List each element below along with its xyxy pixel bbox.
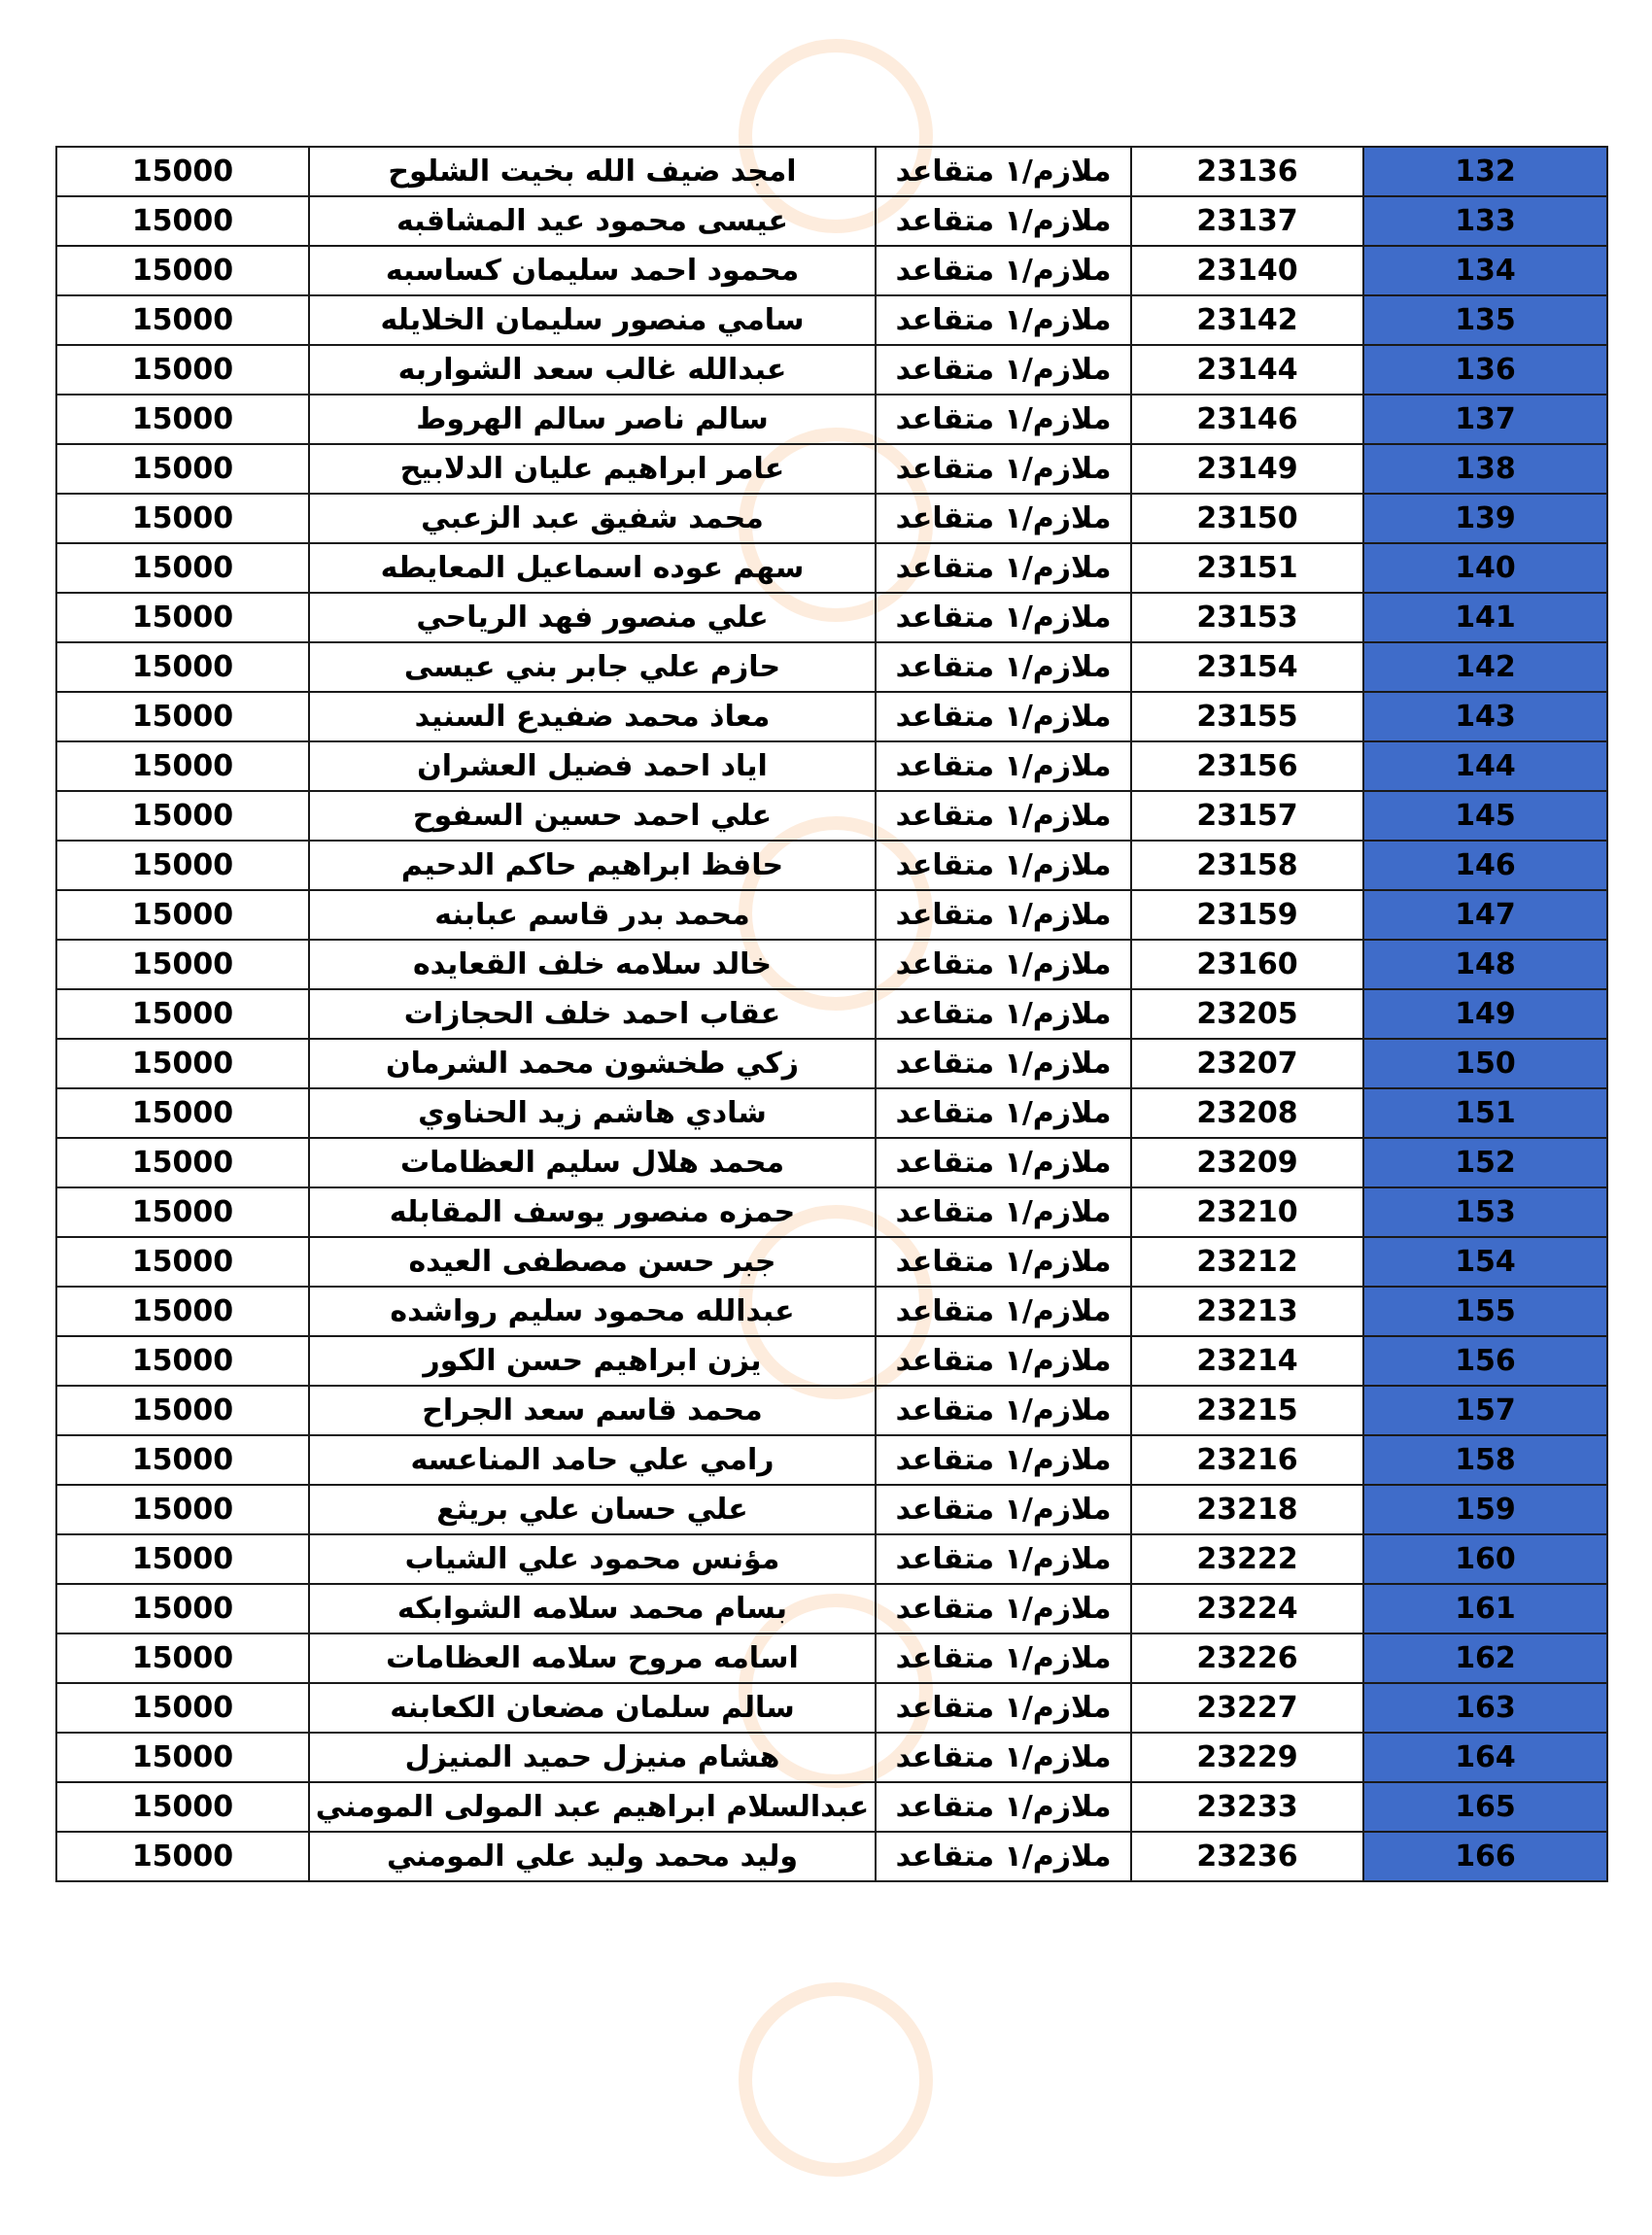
rank-cell: ملازم/١ متقاعد bbox=[876, 1832, 1131, 1881]
amount-cell: 15000 bbox=[56, 1633, 309, 1683]
military-number-cell: 23136 bbox=[1131, 147, 1363, 196]
name-cell: سهم عوده اسماعيل المعايطه bbox=[309, 543, 876, 593]
amount-cell: 15000 bbox=[56, 1386, 309, 1435]
military-number-cell: 23158 bbox=[1131, 841, 1363, 890]
sequence-cell: 156 bbox=[1363, 1336, 1607, 1386]
military-number-cell: 23209 bbox=[1131, 1138, 1363, 1187]
rank-cell: ملازم/١ متقاعد bbox=[876, 1138, 1131, 1187]
table-row bbox=[56, 593, 1607, 642]
military-number-cell: 23214 bbox=[1131, 1336, 1363, 1386]
rank-cell: ملازم/١ متقاعد bbox=[876, 196, 1131, 246]
sequence-cell: 157 bbox=[1363, 1386, 1607, 1435]
military-number-cell: 23216 bbox=[1131, 1435, 1363, 1485]
military-number-cell: 23156 bbox=[1131, 741, 1363, 791]
name-cell: علي حسان علي بريثع bbox=[309, 1485, 876, 1534]
rank-cell: ملازم/١ متقاعد bbox=[876, 1534, 1131, 1584]
sequence-cell: 133 bbox=[1363, 196, 1607, 246]
amount-cell: 15000 bbox=[56, 147, 309, 196]
military-number-cell: 23227 bbox=[1131, 1683, 1363, 1733]
sequence-cell: 143 bbox=[1363, 692, 1607, 741]
table-row bbox=[56, 1733, 1607, 1782]
rank-cell: ملازم/١ متقاعد bbox=[876, 1683, 1131, 1733]
name-cell: جبر حسن مصطفى العيده bbox=[309, 1237, 876, 1287]
military-number-cell: 23229 bbox=[1131, 1733, 1363, 1782]
sequence-cell: 139 bbox=[1363, 494, 1607, 543]
rank-cell: ملازم/١ متقاعد bbox=[876, 940, 1131, 989]
rank-cell: ملازم/١ متقاعد bbox=[876, 1237, 1131, 1287]
military-number-cell: 23157 bbox=[1131, 791, 1363, 841]
amount-cell: 15000 bbox=[56, 295, 309, 345]
sequence-cell: 149 bbox=[1363, 989, 1607, 1039]
table-row bbox=[56, 1534, 1607, 1584]
name-cell: عقاب احمد خلف الحجازات bbox=[309, 989, 876, 1039]
amount-cell: 15000 bbox=[56, 543, 309, 593]
name-cell: خالد سلامه خلف القعايده bbox=[309, 940, 876, 989]
rank-cell: ملازم/١ متقاعد bbox=[876, 741, 1131, 791]
name-cell: سالم سلمان مضعان الكعابنه bbox=[309, 1683, 876, 1733]
table-row bbox=[56, 1782, 1607, 1832]
rank-cell: ملازم/١ متقاعد bbox=[876, 543, 1131, 593]
sequence-cell: 134 bbox=[1363, 246, 1607, 295]
table-row bbox=[56, 196, 1607, 246]
table-row bbox=[56, 1088, 1607, 1138]
rank-cell: ملازم/١ متقاعد bbox=[876, 395, 1131, 444]
rank-cell: ملازم/١ متقاعد bbox=[876, 692, 1131, 741]
amount-cell: 15000 bbox=[56, 1485, 309, 1534]
table-row bbox=[56, 494, 1607, 543]
rank-cell: ملازم/١ متقاعد bbox=[876, 1336, 1131, 1386]
table-row bbox=[56, 1039, 1607, 1088]
table-row bbox=[56, 1138, 1607, 1187]
sequence-cell: 152 bbox=[1363, 1138, 1607, 1187]
amount-cell: 15000 bbox=[56, 1336, 309, 1386]
amount-cell: 15000 bbox=[56, 1088, 309, 1138]
amount-cell: 15000 bbox=[56, 1683, 309, 1733]
sequence-cell: 153 bbox=[1363, 1187, 1607, 1237]
amount-cell: 15000 bbox=[56, 1237, 309, 1287]
military-number-cell: 23210 bbox=[1131, 1187, 1363, 1237]
amount-cell: 15000 bbox=[56, 1782, 309, 1832]
name-cell: اياد احمد فضيل العشران bbox=[309, 741, 876, 791]
military-number-cell: 23144 bbox=[1131, 345, 1363, 395]
name-cell: عبدالسلام ابراهيم عبد المولى المومني bbox=[309, 1782, 876, 1832]
military-number-cell: 23226 bbox=[1131, 1633, 1363, 1683]
name-cell: زكي طخشون محمد الشرمان bbox=[309, 1039, 876, 1088]
rank-cell: ملازم/١ متقاعد bbox=[876, 1584, 1131, 1633]
amount-cell: 15000 bbox=[56, 1138, 309, 1187]
rank-cell: ملازم/١ متقاعد bbox=[876, 1485, 1131, 1534]
sequence-cell: 166 bbox=[1363, 1832, 1607, 1881]
amount-cell: 15000 bbox=[56, 1287, 309, 1336]
rank-cell: ملازم/١ متقاعد bbox=[876, 1633, 1131, 1683]
table-row bbox=[56, 1336, 1607, 1386]
amount-cell: 15000 bbox=[56, 890, 309, 940]
military-number-cell: 23233 bbox=[1131, 1782, 1363, 1832]
rank-cell: ملازم/١ متقاعد bbox=[876, 1088, 1131, 1138]
name-cell: سالم ناصر سالم الهروط bbox=[309, 395, 876, 444]
amount-cell: 15000 bbox=[56, 196, 309, 246]
amount-cell: 15000 bbox=[56, 1435, 309, 1485]
sequence-cell: 148 bbox=[1363, 940, 1607, 989]
table-row bbox=[56, 345, 1607, 395]
military-number-cell: 23215 bbox=[1131, 1386, 1363, 1435]
name-cell: اسامه مروح سلامه العظامات bbox=[309, 1633, 876, 1683]
table-row bbox=[56, 1633, 1607, 1683]
name-cell: هشام منيزل حميد المنيزل bbox=[309, 1733, 876, 1782]
table-row bbox=[56, 147, 1607, 196]
rank-cell: ملازم/١ متقاعد bbox=[876, 494, 1131, 543]
name-cell: حافظ ابراهيم حاكم الدحيم bbox=[309, 841, 876, 890]
sequence-cell: 137 bbox=[1363, 395, 1607, 444]
military-number-cell: 23140 bbox=[1131, 246, 1363, 295]
sequence-cell: 140 bbox=[1363, 543, 1607, 593]
table-row bbox=[56, 444, 1607, 494]
amount-cell: 15000 bbox=[56, 791, 309, 841]
sequence-cell: 155 bbox=[1363, 1287, 1607, 1336]
sequence-cell: 160 bbox=[1363, 1534, 1607, 1584]
rank-cell: ملازم/١ متقاعد bbox=[876, 1287, 1131, 1336]
name-cell: مؤنس محمود علي الشياب bbox=[309, 1534, 876, 1584]
name-cell: حازم علي جابر بني عيسى bbox=[309, 642, 876, 692]
sequence-cell: 158 bbox=[1363, 1435, 1607, 1485]
table-row bbox=[56, 246, 1607, 295]
military-number-cell: 23218 bbox=[1131, 1485, 1363, 1534]
military-number-cell: 23224 bbox=[1131, 1584, 1363, 1633]
military-number-cell: 23159 bbox=[1131, 890, 1363, 940]
watermark-logo bbox=[661, 1982, 1011, 2235]
table-row bbox=[56, 1435, 1607, 1485]
military-number-cell: 23154 bbox=[1131, 642, 1363, 692]
name-cell: محمد هلال سليم العظامات bbox=[309, 1138, 876, 1187]
military-number-cell: 23207 bbox=[1131, 1039, 1363, 1088]
rank-cell: ملازم/١ متقاعد bbox=[876, 841, 1131, 890]
sequence-cell: 165 bbox=[1363, 1782, 1607, 1832]
table-row bbox=[56, 295, 1607, 345]
name-cell: امجد ضيف الله بخيت الشلوح bbox=[309, 147, 876, 196]
name-cell: علي منصور فهد الرياحي bbox=[309, 593, 876, 642]
sequence-cell: 135 bbox=[1363, 295, 1607, 345]
table-row bbox=[56, 1187, 1607, 1237]
name-cell: محمد بدر قاسم عبابنه bbox=[309, 890, 876, 940]
military-number-cell: 23146 bbox=[1131, 395, 1363, 444]
table-row bbox=[56, 692, 1607, 741]
military-number-cell: 23137 bbox=[1131, 196, 1363, 246]
table-row bbox=[56, 1683, 1607, 1733]
roster-body bbox=[56, 147, 1607, 1881]
name-cell: عبدالله غالب سعد الشواربه bbox=[309, 345, 876, 395]
rank-cell: ملازم/١ متقاعد bbox=[876, 147, 1131, 196]
military-number-cell: 23222 bbox=[1131, 1534, 1363, 1584]
military-number-cell: 23153 bbox=[1131, 593, 1363, 642]
table-row bbox=[56, 395, 1607, 444]
amount-cell: 15000 bbox=[56, 841, 309, 890]
rank-cell: ملازم/١ متقاعد bbox=[876, 1435, 1131, 1485]
rank-cell: ملازم/١ متقاعد bbox=[876, 1039, 1131, 1088]
name-cell: حمزه منصور يوسف المقابله bbox=[309, 1187, 876, 1237]
amount-cell: 15000 bbox=[56, 940, 309, 989]
military-number-cell: 23151 bbox=[1131, 543, 1363, 593]
rank-cell: ملازم/١ متقاعد bbox=[876, 1187, 1131, 1237]
table-row bbox=[56, 890, 1607, 940]
amount-cell: 15000 bbox=[56, 1832, 309, 1881]
table-row bbox=[56, 543, 1607, 593]
amount-cell: 15000 bbox=[56, 642, 309, 692]
name-cell: رامي علي حامد المناعسه bbox=[309, 1435, 876, 1485]
amount-cell: 15000 bbox=[56, 246, 309, 295]
sequence-cell: 150 bbox=[1363, 1039, 1607, 1088]
name-cell: وليد محمد وليد علي المومني bbox=[309, 1832, 876, 1881]
table-row bbox=[56, 1832, 1607, 1881]
amount-cell: 15000 bbox=[56, 989, 309, 1039]
military-number-cell: 23205 bbox=[1131, 989, 1363, 1039]
military-number-cell: 23236 bbox=[1131, 1832, 1363, 1881]
sequence-cell: 161 bbox=[1363, 1584, 1607, 1633]
sequence-cell: 164 bbox=[1363, 1733, 1607, 1782]
rank-cell: ملازم/١ متقاعد bbox=[876, 791, 1131, 841]
military-number-cell: 23160 bbox=[1131, 940, 1363, 989]
military-number-cell: 23142 bbox=[1131, 295, 1363, 345]
rank-cell: ملازم/١ متقاعد bbox=[876, 444, 1131, 494]
rank-cell: ملازم/١ متقاعد bbox=[876, 1782, 1131, 1832]
table-row bbox=[56, 1485, 1607, 1534]
amount-cell: 15000 bbox=[56, 1187, 309, 1237]
amount-cell: 15000 bbox=[56, 1534, 309, 1584]
name-cell: محمد قاسم سعد الجراح bbox=[309, 1386, 876, 1435]
sequence-cell: 144 bbox=[1363, 741, 1607, 791]
amount-cell: 15000 bbox=[56, 593, 309, 642]
sequence-cell: 138 bbox=[1363, 444, 1607, 494]
sequence-cell: 162 bbox=[1363, 1633, 1607, 1683]
name-cell: محمود احمد سليمان كساسبه bbox=[309, 246, 876, 295]
sequence-cell: 151 bbox=[1363, 1088, 1607, 1138]
amount-cell: 15000 bbox=[56, 1039, 309, 1088]
rank-cell: ملازم/١ متقاعد bbox=[876, 1386, 1131, 1435]
amount-cell: 15000 bbox=[56, 444, 309, 494]
rank-cell: ملازم/١ متقاعد bbox=[876, 593, 1131, 642]
sequence-cell: 145 bbox=[1363, 791, 1607, 841]
rank-cell: ملازم/١ متقاعد bbox=[876, 890, 1131, 940]
military-number-cell: 23213 bbox=[1131, 1287, 1363, 1336]
military-number-cell: 23149 bbox=[1131, 444, 1363, 494]
clock-icon bbox=[739, 1982, 933, 2177]
table-row bbox=[56, 989, 1607, 1039]
name-cell: محمد شفيق عبد الزعبي bbox=[309, 494, 876, 543]
table-row bbox=[56, 741, 1607, 791]
sequence-cell: 136 bbox=[1363, 345, 1607, 395]
amount-cell: 15000 bbox=[56, 1733, 309, 1782]
sequence-cell: 147 bbox=[1363, 890, 1607, 940]
table-row bbox=[56, 940, 1607, 989]
rank-cell: ملازم/١ متقاعد bbox=[876, 295, 1131, 345]
name-cell: بسام محمد سلامه الشوابكه bbox=[309, 1584, 876, 1633]
table-row bbox=[56, 1287, 1607, 1336]
name-cell: سامي منصور سليمان الخلايله bbox=[309, 295, 876, 345]
sequence-cell: 163 bbox=[1363, 1683, 1607, 1733]
sequence-cell: 146 bbox=[1363, 841, 1607, 890]
amount-cell: 15000 bbox=[56, 395, 309, 444]
sequence-cell: 141 bbox=[1363, 593, 1607, 642]
sequence-cell: 159 bbox=[1363, 1485, 1607, 1534]
rank-cell: ملازم/١ متقاعد bbox=[876, 345, 1131, 395]
name-cell: يزن ابراهيم حسن الكور bbox=[309, 1336, 876, 1386]
name-cell: معاذ محمد ضفيدع السنيد bbox=[309, 692, 876, 741]
rank-cell: ملازم/١ متقاعد bbox=[876, 246, 1131, 295]
name-cell: شادي هاشم زيد الحناوي bbox=[309, 1088, 876, 1138]
sequence-cell: 142 bbox=[1363, 642, 1607, 692]
table-row bbox=[56, 642, 1607, 692]
sequence-cell: 154 bbox=[1363, 1237, 1607, 1287]
military-number-cell: 23208 bbox=[1131, 1088, 1363, 1138]
table-row bbox=[56, 1584, 1607, 1633]
name-cell: عامر ابراهيم عليان الدلابيح bbox=[309, 444, 876, 494]
amount-cell: 15000 bbox=[56, 741, 309, 791]
table-row bbox=[56, 1386, 1607, 1435]
amount-cell: 15000 bbox=[56, 1584, 309, 1633]
military-number-cell: 23212 bbox=[1131, 1237, 1363, 1287]
military-number-cell: 23155 bbox=[1131, 692, 1363, 741]
rank-cell: ملازم/١ متقاعد bbox=[876, 642, 1131, 692]
rank-cell: ملازم/١ متقاعد bbox=[876, 1733, 1131, 1782]
name-cell: عبدالله محمود سليم رواشده bbox=[309, 1287, 876, 1336]
rank-cell: ملازم/١ متقاعد bbox=[876, 989, 1131, 1039]
amount-cell: 15000 bbox=[56, 494, 309, 543]
table-row bbox=[56, 841, 1607, 890]
sequence-cell: 132 bbox=[1363, 147, 1607, 196]
name-cell: علي احمد حسين السفوح bbox=[309, 791, 876, 841]
military-number-cell: 23150 bbox=[1131, 494, 1363, 543]
table-row bbox=[56, 1237, 1607, 1287]
amount-cell: 15000 bbox=[56, 345, 309, 395]
roster-table bbox=[55, 146, 1608, 1882]
amount-cell: 15000 bbox=[56, 692, 309, 741]
table-row bbox=[56, 791, 1607, 841]
name-cell: عيسى محمود عيد المشاقبه bbox=[309, 196, 876, 246]
